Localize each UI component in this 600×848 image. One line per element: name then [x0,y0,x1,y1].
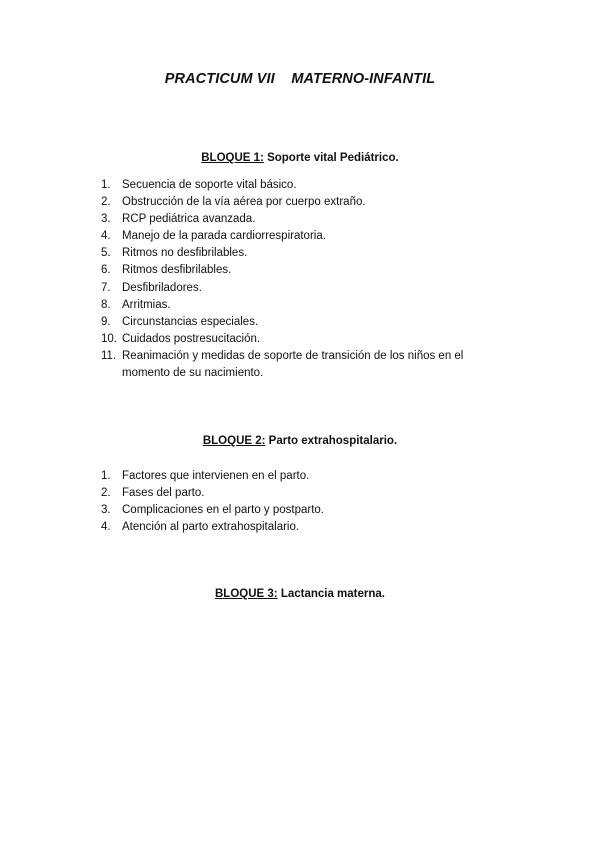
list-item-text: Cuidados postresucitación. [122,332,261,345]
list-item-text: Atención al parto extrahospitalario. [122,521,300,534]
list-item [101,194,501,211]
list-item-text: RCP pediátrica avanzada. [122,213,256,226]
list-item-text: Ritmos no desfibrilables. [122,247,248,260]
block-3-label: BLOQUE 3: [214,588,278,600]
list-item-number: 11. [101,349,117,362]
list-item-number: 2. [101,196,111,209]
list-item-text: Obstrucción de la vía aérea por cuerpo extraño. [122,196,366,209]
list-item-text: Arritmias. [122,298,171,311]
list-item-number: 10. [101,332,117,345]
block-2-label: BLOQUE 2: [202,435,266,447]
list-item-text: Reanimación y medidas de soporte de transición de los niños en el momento de su nacimiento. [122,349,464,380]
list-item [101,468,501,485]
list-item [101,280,501,297]
list-item-text: Fases del parto. [122,487,205,500]
list-item-number: 9. [101,315,111,328]
list-item-number: 2. [101,487,111,500]
list-item [101,331,501,348]
block-1-title: Soporte vital Pediátrico. [267,152,399,164]
document-title: PRACTICUM VII MATERNO-INFANTIL [164,71,436,87]
list-item-number: 5. [101,247,111,260]
list-item-number: 6. [101,264,111,277]
block-3-heading [0,588,600,600]
list-item-number: 4. [101,521,111,534]
block-2-heading [0,435,600,447]
list-item [101,211,501,228]
list-item [101,348,501,382]
list-item-text: Desfibriladores. [122,281,202,294]
list-item [101,519,501,536]
block-1-heading [0,152,600,164]
list-item [101,228,501,245]
list-item-text: Complicaciones en el parto y postparto. [122,504,324,517]
block-2-title: Parto extrahospitalario. [268,435,398,447]
list-item-text: Circunstancias especiales. [122,315,259,328]
list-item [101,485,501,502]
list-item-text: Ritmos desfibrilables. [122,264,232,277]
list-item [101,245,501,262]
list-item [101,177,501,194]
block-3-title: Lactancia materna. [280,588,385,600]
list-item-number: 8. [101,298,111,311]
list-item-text: Factores que intervienen en el parto. [122,470,310,482]
list-item [101,262,501,279]
list-item [101,314,501,331]
list-item-text: Manejo de la parada cardiorrespiratoria. [122,230,326,243]
list-item-number: 3. [101,504,111,517]
list-item [101,297,501,314]
list-item-number: 7. [101,281,111,294]
block-1-label: BLOQUE 1: [201,152,264,164]
list-item-number: 1. [101,470,111,482]
list-item-text: Secuencia de soporte vital básico. [122,179,297,191]
block-2-list [101,468,501,536]
list-item-number: 1. [101,179,111,191]
list-item [101,502,501,519]
block-1-list [101,177,501,382]
list-item-number: 4. [101,230,111,243]
list-item-number: 3. [101,213,111,226]
